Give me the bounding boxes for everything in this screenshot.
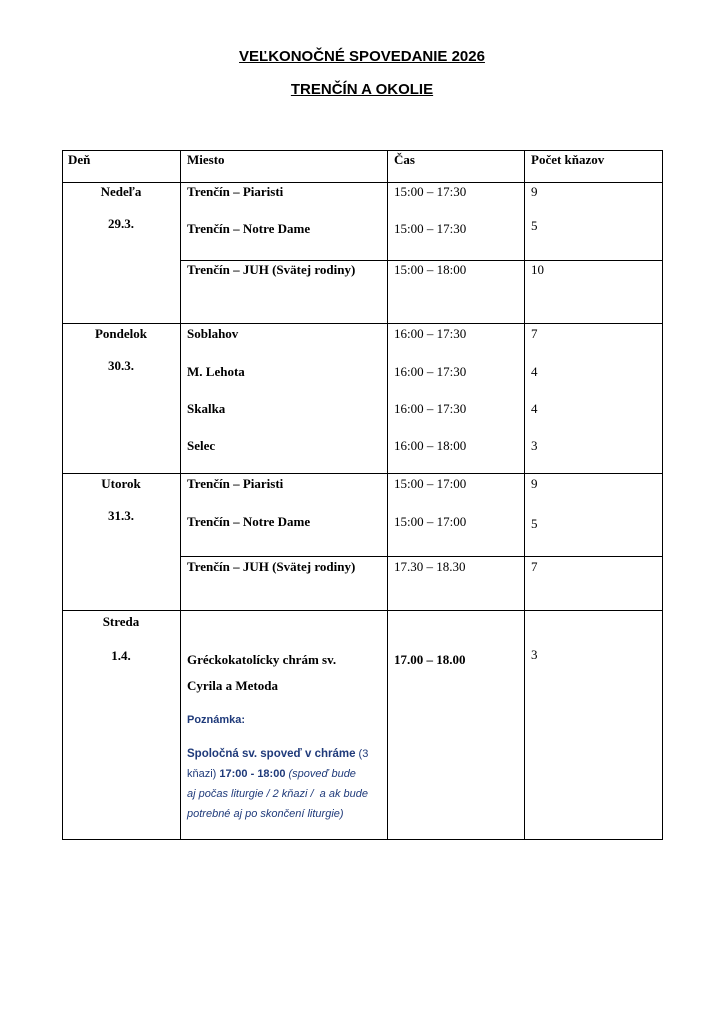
priests-cell: 4 [531,401,538,416]
table-border-left [62,150,63,840]
note-text: Spoločná sv. spoveď v chráme [187,748,356,760]
day-name: Pondelok [94,326,147,341]
row-divider [180,556,663,557]
note-label: Poznámka: [187,714,246,726]
table-border-top [62,150,663,151]
place-cell: Trenčín – JUH (Svätej rodiny) [187,262,356,277]
place-cell: Trenčín – Piaristi [187,476,284,491]
note-text: kňazi) [187,768,220,780]
time-cell: 15:00 – 17:30 [394,184,467,199]
page-subtitle: TRENČÍN A OKOLIE [290,81,434,98]
priests-cell: 4 [531,364,538,379]
note-text: 17:00 - 18:00 [219,768,286,780]
time-cell: 17.00 – 18.00 [394,652,466,667]
time-cell: 16:00 – 18:00 [394,438,467,453]
day-date: 31.3. [108,508,134,523]
priests-cell: 5 [531,516,538,531]
header-priests: Počet kňazov [531,152,605,167]
time-cell: 16:00 – 17:30 [394,401,467,416]
day-name: Utorok [101,476,141,491]
place-cell: Trenčín – Piaristi [187,184,284,199]
time-cell: 15:00 – 18:00 [394,262,467,277]
header-place: Miesto [187,152,225,167]
note-text: (3 [355,748,369,760]
page-title: VEĽKONOČNÉ SPOVEDANIE 2026 [239,48,485,65]
place-cell: Cyrila a Metoda [187,678,278,693]
priests-cell: 9 [531,184,538,199]
row-separator [62,473,663,474]
place-cell: Trenčín – Notre Dame [187,514,311,529]
place-cell: Soblahov [187,326,239,341]
header-separator [62,182,663,183]
header-day: Deň [68,152,91,167]
table-border-bottom [62,839,663,840]
note-block [187,710,385,824]
header-time: Čas [394,152,415,167]
priests-cell: 10 [531,262,544,277]
time-cell: 16:00 – 17:30 [394,364,467,379]
place-cell: M. Lehota [187,364,245,379]
day-name: Streda [102,614,140,629]
note-line: potrebné aj po skončení liturgie) [187,808,344,820]
priests-cell: 7 [531,326,538,341]
day-date: 30.3. [108,358,134,373]
place-cell: Trenčín – JUH (Svätej rodiny) [187,559,356,574]
note-line [187,764,385,784]
time-cell: 17.30 – 18.30 [394,559,466,574]
priests-cell: 5 [531,218,538,233]
column-divider [524,150,525,840]
time-cell: 15:00 – 17:30 [394,221,467,236]
time-cell: 15:00 – 17:00 [394,476,467,491]
priests-cell: 3 [531,438,538,453]
priests-cell: 7 [531,559,538,574]
column-divider [387,150,388,840]
place-cell: Gréckokatolícky chrám sv. [187,652,337,667]
column-divider [180,150,181,840]
place-cell: Trenčín – Notre Dame [187,221,311,236]
note-text: (spoveď bude [285,768,356,780]
priests-cell: 3 [531,647,538,662]
table-border-right [662,150,663,840]
place-cell: Skalka [187,401,226,416]
day-date: 1.4. [111,648,131,663]
priests-cell: 9 [531,476,538,491]
note-line: aj počas liturgie / 2 kňazi / a ak bude [187,788,368,800]
day-date: 29.3. [108,216,134,231]
note-line [187,744,385,764]
day-name: Nedeľa [100,184,142,199]
row-divider [180,260,663,261]
row-separator [62,323,663,324]
time-cell: 16:00 – 17:30 [394,326,467,341]
time-cell: 15:00 – 17:00 [394,514,467,529]
row-separator [62,610,663,611]
place-cell: Selec [187,438,216,453]
